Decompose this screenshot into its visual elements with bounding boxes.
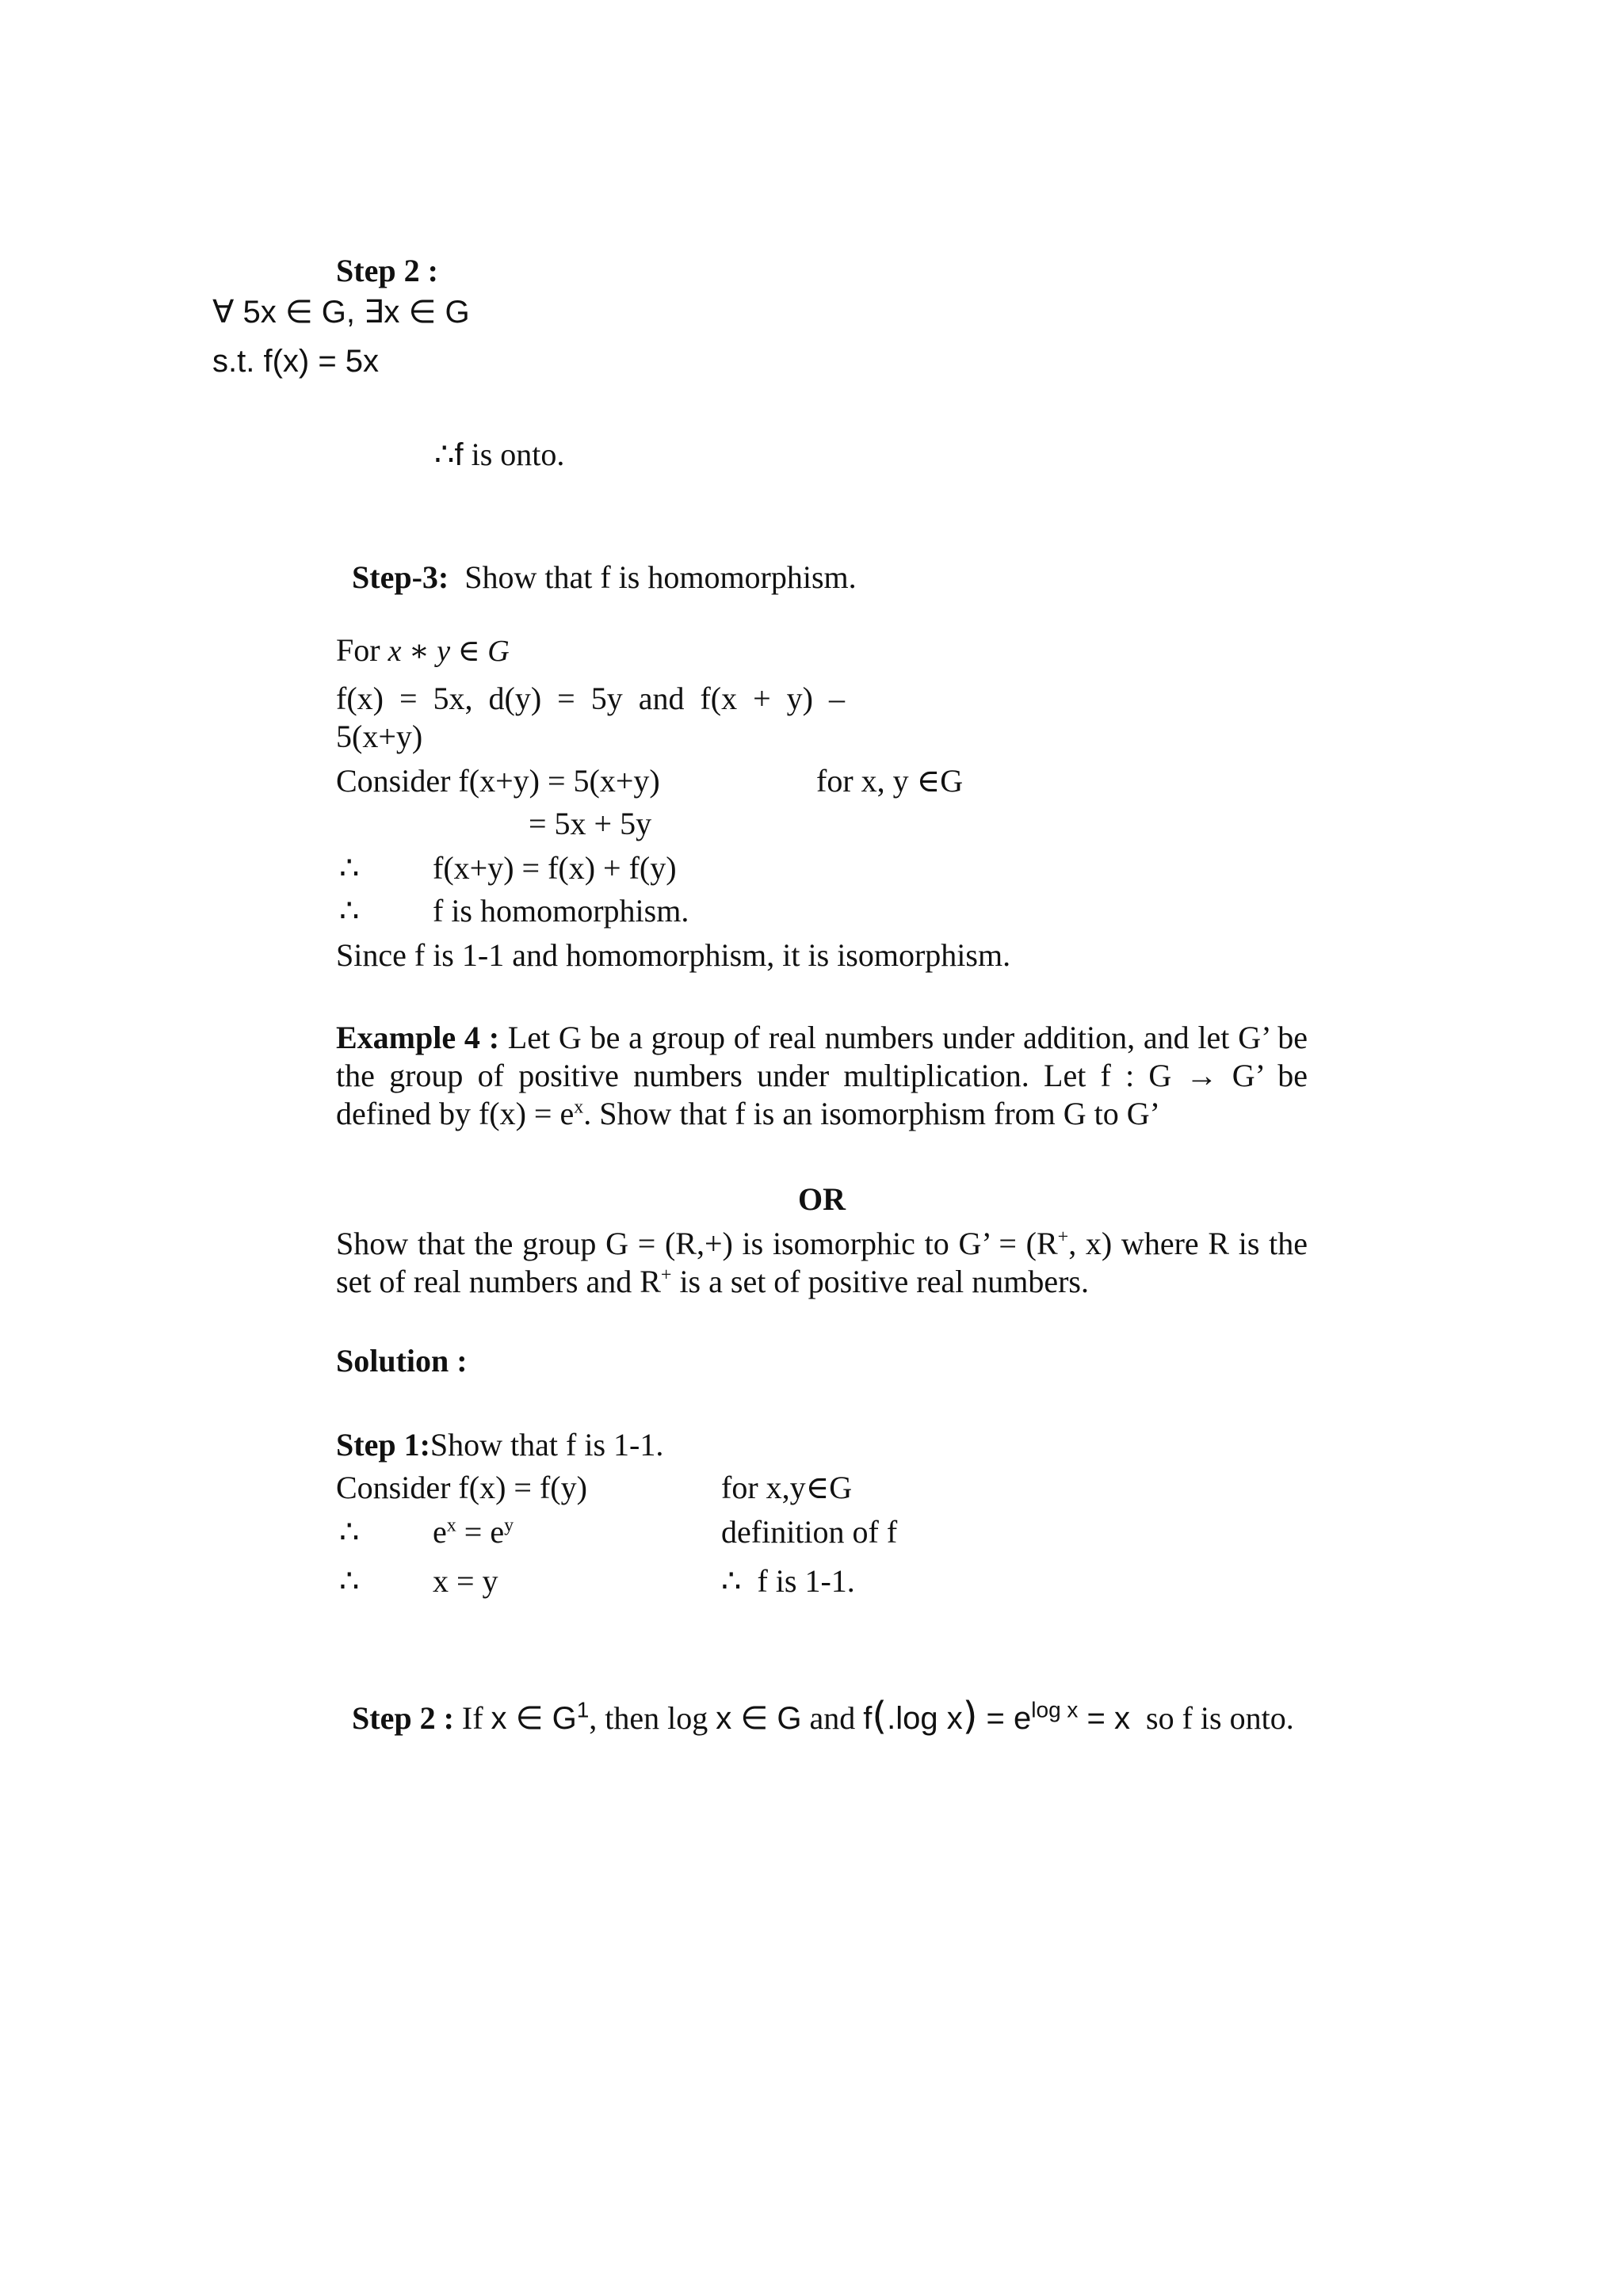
- step2-expr-1: x ∈ G: [491, 1701, 577, 1736]
- solution-step1-label: Step 1:: [336, 1427, 430, 1463]
- solution-row2-right: definition of f: [721, 1514, 898, 1550]
- alt-text-c: is a set of positive real numbers.: [671, 1264, 1089, 1299]
- step2-expr-3-result: = x: [1078, 1701, 1131, 1736]
- example4-alternative-paragraph: [336, 1225, 1308, 1301]
- step3-heading-text: Show that f is homomorphism.: [449, 559, 857, 595]
- solution-row3-right: ∴ f is 1-1.: [721, 1563, 855, 1599]
- step3-consider-note: for x, y ∈G: [816, 763, 964, 799]
- step2-expr-1-superscript: 1: [576, 1697, 590, 1722]
- solution-heading: Solution :: [336, 1343, 468, 1379]
- example4-text-a: Let G be a group of real numbers under addition, and let G’ be the group of positive numbers under multiplication. Let f : G → G’ be defined by f(x) = e: [336, 1020, 1308, 1131]
- conclusion-text: is onto.: [463, 437, 565, 472]
- step3-therefore-symbol-1: ∴: [339, 850, 360, 886]
- for-expression: x ∗ y ∈ G: [388, 635, 510, 668]
- step2-expr-3-f: f: [863, 1701, 873, 1736]
- step3-heading-line: [336, 521, 857, 597]
- step2-open-paren: (: [872, 1694, 888, 1738]
- alt-superscript-1: +: [1057, 1226, 1069, 1248]
- row2-superscript-1: x: [446, 1515, 456, 1536]
- step3-therefore-symbol-2: ∴: [339, 893, 360, 929]
- solution-step1-text: Show that f is 1-1.: [430, 1427, 664, 1463]
- conclusion-f: f: [454, 437, 464, 472]
- step2-close-paren: ): [962, 1694, 978, 1738]
- step3-label: Step-3:: [352, 559, 449, 595]
- or-separator: OR: [798, 1181, 846, 1217]
- step2-quantifier-line: ∀ 5x ∈ G, ∃x ∈ G: [212, 295, 470, 330]
- step2-expr-3-e: = e: [977, 1701, 1032, 1736]
- alt-superscript-2: +: [660, 1264, 672, 1286]
- example4-paragraph: [336, 1019, 1308, 1133]
- step2-expr-3-log: .log x: [887, 1701, 963, 1736]
- example4-label: Example 4 :: [336, 1020, 500, 1055]
- example4-superscript-x: x: [574, 1097, 584, 1118]
- alt-text-b: , x) where R is the set of real numbers and R: [336, 1226, 1308, 1299]
- row2-superscript-2: y: [504, 1515, 514, 1536]
- step3-consider-line: Consider f(x+y) = 5(x+y): [336, 763, 660, 799]
- step2-bottom-label: Step 2 :: [352, 1700, 454, 1736]
- step3-definition-line-a: f(x) = 5x, d(y) = 5y and f(x + y) –: [336, 681, 845, 716]
- row2-base-1: e: [433, 1514, 447, 1550]
- solution-row3-middle: x = y: [433, 1563, 498, 1599]
- step3-definition-line-b: 5(x+y): [336, 719, 423, 754]
- therefore-symbol: ∴: [434, 437, 455, 472]
- solution-row2-middle: [433, 1513, 514, 1551]
- example4-text-b: . Show that f is an isomorphism from G to G’: [583, 1096, 1160, 1131]
- step3-for-line: [336, 631, 510, 670]
- solution-row1-right: for x,y∈G: [721, 1470, 853, 1505]
- solution-row3-symbol: ∴: [339, 1563, 360, 1599]
- step2-then-text: , then log: [589, 1700, 716, 1736]
- step3-equation-2: = 5x + 5y: [529, 806, 652, 841]
- step2-if-text: If: [453, 1700, 491, 1736]
- step2-expr-2: x ∈ G: [716, 1701, 802, 1736]
- row2-equals: = e: [456, 1514, 505, 1550]
- step3-since-line: Since f is 1-1 and homomorphism, it is isomorphism.: [336, 937, 1011, 973]
- solution-step1-line: [336, 1426, 663, 1464]
- alt-text-a: Show that the group G = (R,+) is isomorphic to G’ = (R: [336, 1226, 1058, 1261]
- solution-row2-symbol: ∴: [339, 1514, 360, 1550]
- step2-expr-3-superscript: log x: [1031, 1697, 1079, 1722]
- step2-heading: Step 2 :: [336, 253, 438, 288]
- step2-and-text: and: [801, 1700, 864, 1736]
- step3-therefore-line-1: f(x+y) = f(x) + f(y): [433, 850, 677, 886]
- solution-row1-left: Consider f(x) = f(y): [336, 1470, 587, 1505]
- step2-end-text: so f is onto.: [1130, 1700, 1294, 1736]
- step3-therefore-line-2: f is homomorphism.: [433, 893, 689, 929]
- step2-conclusion: [434, 436, 564, 474]
- for-text: For: [336, 632, 388, 668]
- step2-onto-line: [336, 1656, 1294, 1740]
- step2-such-that-line: s.t. f(x) = 5x: [212, 344, 380, 379]
